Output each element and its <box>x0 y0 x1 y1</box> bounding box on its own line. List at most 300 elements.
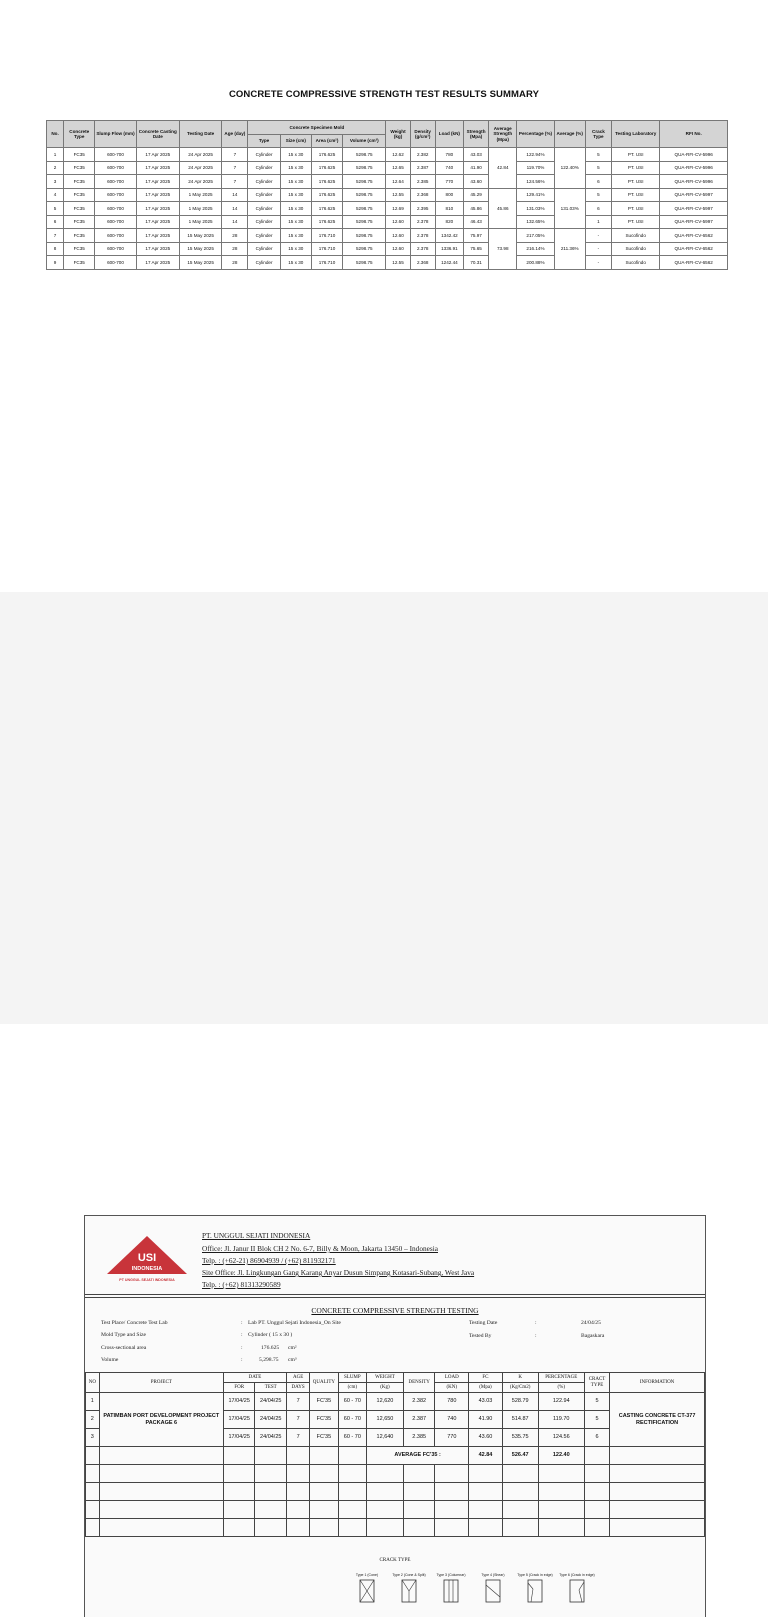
lab-cell-slump: 60 - 70 <box>338 1429 366 1447</box>
cell-size: 15 x 30 <box>280 215 311 229</box>
cell-slump: 600-700 <box>95 202 136 216</box>
cell-percentage: 122.94% <box>517 148 554 162</box>
cell-rfi: QUA-RFI-CV-6562 <box>660 229 728 243</box>
lab-average-k: 526.47 <box>502 1447 538 1465</box>
cell-size: 15 x 30 <box>280 202 311 216</box>
testing-date-label: Testing Date <box>469 1320 498 1326</box>
cell-lab: Sucofindo <box>612 229 660 243</box>
header-slump-flow: Slump Flow (mm) <box>95 121 136 148</box>
cell-area: 176.710 <box>311 229 342 243</box>
cell-crack: - <box>585 256 611 270</box>
lab-empty-row <box>86 1519 705 1537</box>
lab-cell-information: CASTING CONCRETE CT-377 RECTIFICATION <box>610 1393 705 1447</box>
lab-header-k-unit: (Kg/Cm2) <box>502 1383 538 1393</box>
lab-cell-empty <box>255 1501 287 1519</box>
cell-lab: PT. USI <box>612 215 660 229</box>
cell-crack: - <box>585 229 611 243</box>
cell-crack: 5 <box>585 188 611 202</box>
lab-header-weight-unit: (Kg) <box>367 1383 404 1393</box>
cell-type: FC35 <box>64 215 95 229</box>
cell-rfi: QUA-RFI-CV-5996 <box>660 175 728 189</box>
cell-area: 176.710 <box>311 256 342 270</box>
header-rfi-no: RFI No. <box>660 121 728 148</box>
cell-slump: 600-700 <box>95 161 136 175</box>
lab-cell-empty <box>610 1483 705 1501</box>
cell-test: 15 May 2025 <box>179 256 221 270</box>
summary-row <box>47 202 728 216</box>
lab-cell-empty <box>435 1501 469 1519</box>
cell-volume: 5298.75 <box>343 229 386 243</box>
header-concrete-type: Concrete Type <box>64 121 95 148</box>
cell-average-strength: 42.84 <box>489 148 517 189</box>
lab-cell-age: 7 <box>287 1393 310 1411</box>
lab-cell-test: 24/04/25 <box>255 1393 287 1411</box>
cell-percentage: 129.41% <box>517 188 554 202</box>
mold-label: Mold Type and Size <box>101 1332 147 1338</box>
cell-average-pct: 131.03% <box>554 188 585 229</box>
cell-size: 15 x 30 <box>280 242 311 256</box>
summary-row <box>47 161 728 175</box>
header-weight: Weight (kg) <box>386 121 410 148</box>
lab-cell-load: 770 <box>435 1429 469 1447</box>
cell-percentage: 216.14% <box>517 242 554 256</box>
cell-load: 800 <box>435 188 463 202</box>
lab-cell-empty <box>610 1447 705 1465</box>
cell-test: 24 Apr 2025 <box>179 175 221 189</box>
volume-unit: cm³ <box>288 1357 297 1363</box>
lab-cell-empty <box>367 1483 404 1501</box>
lab-header-date-for: FOR <box>223 1383 255 1393</box>
lab-header-density: DENSITY <box>403 1373 435 1393</box>
lab-cell-density: 2.382 <box>403 1393 435 1411</box>
cell-test: 15 May 2025 <box>179 242 221 256</box>
lab-cell-empty <box>469 1483 503 1501</box>
cell-mold: Cylinder <box>248 175 280 189</box>
lab-cell-density: 2.385 <box>403 1429 435 1447</box>
crack-type-2-icon <box>401 1579 417 1603</box>
cell-load: 780 <box>435 148 463 162</box>
cell-volume: 5298.75 <box>343 175 386 189</box>
lab-cell-empty <box>338 1465 366 1483</box>
lab-cell-empty <box>255 1447 287 1465</box>
test-place-label: Test Place/ Concrete Test Lab <box>101 1320 168 1326</box>
header-volume: Volume (cm³) <box>343 135 386 148</box>
cell-volume: 5298.75 <box>343 188 386 202</box>
cell-weight: 12.62 <box>386 148 410 162</box>
crack-type-3-icon <box>443 1579 459 1603</box>
cell-mold: Cylinder <box>248 148 280 162</box>
cell-percentage: 119.70% <box>517 161 554 175</box>
cell-age: 28 <box>222 256 248 270</box>
header-testing-lab: Testing Laboratory <box>612 121 660 148</box>
svg-text:USI: USI <box>137 1252 157 1264</box>
cell-mold: Cylinder <box>248 229 280 243</box>
crack-type-label: Type 3 (Columnar) <box>436 1573 466 1577</box>
lab-header-crack: CRACT TYPE <box>584 1373 609 1393</box>
lab-cell-for: 17/04/25 <box>223 1429 255 1447</box>
mold-value: Cylinder ( 15 x 30 ) <box>248 1332 293 1338</box>
lab-cell-empty <box>403 1483 435 1501</box>
summary-row <box>47 215 728 229</box>
cell-load: 820 <box>435 215 463 229</box>
cell-rfi: QUA-RFI-CV-6562 <box>660 242 728 256</box>
cell-strength: 75.97 <box>463 229 488 243</box>
lab-cell-empty <box>338 1519 366 1537</box>
area-label: Cross-sectional area <box>101 1345 147 1351</box>
lab-cell-slump: 60 - 70 <box>338 1393 366 1411</box>
header-size: Size (cm) <box>280 135 311 148</box>
lab-empty-row <box>86 1465 705 1483</box>
header-average-strength: Average Strength (Mpa) <box>489 121 517 148</box>
colon: : <box>535 1320 537 1326</box>
cell-type: FC35 <box>64 188 95 202</box>
cell-rfi: QUA-RFI-CV-5997 <box>660 202 728 216</box>
cell-crack: - <box>585 242 611 256</box>
crack-type-label: Type 5 (Crack in edge) <box>517 1573 553 1577</box>
cell-test: 15 May 2025 <box>179 229 221 243</box>
cell-type: FC35 <box>64 242 95 256</box>
cell-cast: 17 Apr 2025 <box>136 202 179 216</box>
cell-density: 2.387 <box>410 161 435 175</box>
cell-age: 28 <box>222 229 248 243</box>
lab-empty-row <box>86 1483 705 1501</box>
cell-average-pct: 211.36% <box>554 229 585 270</box>
colon: : <box>241 1345 243 1351</box>
header-specimen-mold: Concrete Specimen Mold <box>248 121 386 135</box>
usi-logo <box>99 1234 195 1286</box>
crack-type-item <box>389 1573 429 1603</box>
cell-crack: 5 <box>585 161 611 175</box>
lab-cell-empty <box>86 1447 100 1465</box>
cell-size: 15 x 30 <box>280 188 311 202</box>
cell-crack: 6 <box>585 202 611 216</box>
lab-cell-for: 17/04/25 <box>223 1411 255 1429</box>
cell-rfi: QUA-RFI-CV-5996 <box>660 161 728 175</box>
cell-no: 5 <box>47 202 64 216</box>
cell-percentage: 124.56% <box>517 175 554 189</box>
company-office: Office: Jl. Janur II Blok CH 2 No. 6-7, Billy & Moon, Jakarta 13450 – Indonesia <box>202 1244 438 1253</box>
lab-cell-empty <box>338 1501 366 1519</box>
header-percentage: Percentage (%) <box>517 121 554 148</box>
lab-cell-empty <box>610 1519 705 1537</box>
crack-type-item <box>431 1573 471 1603</box>
summary-row <box>47 256 728 270</box>
cell-test: 24 Apr 2025 <box>179 161 221 175</box>
cell-weight: 12.60 <box>386 215 410 229</box>
crack-type-item <box>515 1573 555 1603</box>
lab-cell-empty <box>469 1519 503 1537</box>
cell-test: 24 Apr 2025 <box>179 148 221 162</box>
cell-average-pct: 122.40% <box>554 148 585 189</box>
lab-cell-empty <box>435 1483 469 1501</box>
cell-weight: 12.55 <box>386 256 410 270</box>
lab-cell-empty <box>86 1501 100 1519</box>
cell-strength: 46.43 <box>463 215 488 229</box>
crack-type-label: Type 2 (Cone & Split) <box>392 1573 426 1577</box>
lab-row <box>86 1393 705 1411</box>
summary-row <box>47 188 728 202</box>
cell-age: 14 <box>222 215 248 229</box>
lab-cell-empty <box>502 1465 538 1483</box>
lab-cell-empty <box>223 1483 255 1501</box>
cell-size: 15 x 30 <box>280 161 311 175</box>
summary-row <box>47 242 728 256</box>
lab-cell-empty <box>502 1483 538 1501</box>
cell-lab: PT. USI <box>612 188 660 202</box>
cell-size: 15 x 30 <box>280 256 311 270</box>
lab-cell-empty <box>255 1465 287 1483</box>
lab-cell-no: 1 <box>86 1393 100 1411</box>
cell-weight: 12.60 <box>386 242 410 256</box>
lab-cell-crack: 5 <box>584 1411 609 1429</box>
cell-lab: PT. USI <box>612 175 660 189</box>
lab-cell-empty <box>403 1519 435 1537</box>
lab-cell-empty <box>310 1483 338 1501</box>
cell-strength: 45.86 <box>463 202 488 216</box>
cell-lab: Sucofindo <box>612 242 660 256</box>
cell-area: 176.625 <box>311 215 342 229</box>
header-testing-date: Testing Date <box>179 121 221 148</box>
cell-no: 2 <box>47 161 64 175</box>
crack-type-4-icon <box>485 1579 501 1603</box>
cell-load: 1242.44 <box>435 256 463 270</box>
header-divider-2 <box>85 1297 705 1298</box>
lab-header-percentage: PERCENTAGE <box>538 1373 584 1383</box>
cell-load: 1342.42 <box>435 229 463 243</box>
cell-lab: PT. USI <box>612 202 660 216</box>
cell-volume: 5298.75 <box>343 161 386 175</box>
cell-slump: 600-700 <box>95 148 136 162</box>
cell-density: 2.378 <box>410 229 435 243</box>
lab-cell-empty <box>99 1447 223 1465</box>
lab-average-label: AVERAGE FC'35 : <box>367 1447 469 1465</box>
cell-type: FC35 <box>64 148 95 162</box>
crack-type-item <box>557 1573 597 1603</box>
cell-density: 2.385 <box>410 175 435 189</box>
cell-slump: 600-700 <box>95 215 136 229</box>
lab-cell-age: 7 <box>287 1429 310 1447</box>
lab-cell-for: 17/04/25 <box>223 1393 255 1411</box>
lab-cell-crack: 6 <box>584 1429 609 1447</box>
lab-header-pct-unit: (%) <box>538 1383 584 1393</box>
cell-load: 770 <box>435 175 463 189</box>
cell-volume: 5298.75 <box>343 148 386 162</box>
cell-mold: Cylinder <box>248 202 280 216</box>
lab-header-project: PROJECT <box>99 1373 223 1393</box>
header-strength: Strength (Mpa) <box>463 121 488 148</box>
crack-type-1-icon <box>359 1579 375 1603</box>
lab-cell-test: 24/04/25 <box>255 1429 287 1447</box>
cell-crack: 5 <box>585 148 611 162</box>
cell-no: 9 <box>47 256 64 270</box>
cell-age: 7 <box>222 175 248 189</box>
lab-cell-empty <box>403 1465 435 1483</box>
lab-header-date-test: TEST <box>255 1383 287 1393</box>
cell-slump: 600-700 <box>95 175 136 189</box>
cell-slump: 600-700 <box>95 229 136 243</box>
header-load: Load (kN) <box>435 121 463 148</box>
header-casting-date: Concrete Casting Date <box>136 121 179 148</box>
volume-label: Volume <box>101 1357 119 1363</box>
cell-area: 176.625 <box>311 188 342 202</box>
lab-header-load-unit: (KN) <box>435 1383 469 1393</box>
svg-text:PT UNGGUL SEJATI INDONESIA: PT UNGGUL SEJATI INDONESIA <box>119 1278 175 1282</box>
header-divider <box>85 1294 705 1295</box>
lab-cell-crack: 5 <box>584 1393 609 1411</box>
cell-density: 2.395 <box>410 202 435 216</box>
colon: : <box>241 1332 243 1338</box>
cell-weight: 12.55 <box>386 188 410 202</box>
cell-strength: 70.31 <box>463 256 488 270</box>
cell-average-strength: 45.86 <box>489 188 517 229</box>
cell-type: FC35 <box>64 202 95 216</box>
cell-test: 1 May 2025 <box>179 202 221 216</box>
cell-strength: 75.65 <box>463 242 488 256</box>
cell-cast: 17 Apr 2025 <box>136 175 179 189</box>
summary-row <box>47 148 728 162</box>
lab-header-slump-unit: (cm) <box>338 1383 366 1393</box>
cell-age: 14 <box>222 202 248 216</box>
cell-slump: 600-700 <box>95 188 136 202</box>
colon: : <box>241 1320 243 1326</box>
cell-density: 2.382 <box>410 148 435 162</box>
header-age: Age (day) <box>222 121 248 148</box>
lab-cell-fc: 43.60 <box>469 1429 503 1447</box>
cell-type: FC35 <box>64 256 95 270</box>
cell-mold: Cylinder <box>248 256 280 270</box>
crack-type-6-icon <box>569 1579 585 1603</box>
lab-cell-empty <box>538 1501 584 1519</box>
lab-cell-pct: 119.70 <box>538 1411 584 1429</box>
lab-cell-slump: 60 - 70 <box>338 1411 366 1429</box>
cell-load: 1336.91 <box>435 242 463 256</box>
lab-cell-empty <box>86 1519 100 1537</box>
cell-lab: Sucofindo <box>612 256 660 270</box>
area-unit: cm² <box>288 1345 297 1351</box>
cell-density: 2.368 <box>410 188 435 202</box>
lab-cell-empty <box>403 1501 435 1519</box>
cell-crack: 6 <box>585 175 611 189</box>
lab-cell-empty <box>538 1483 584 1501</box>
volume-value: 5,298.75 <box>259 1357 279 1363</box>
cell-mold: Cylinder <box>248 161 280 175</box>
crack-type-label: Type 6 (Crack in edge) <box>559 1573 595 1577</box>
cell-percentage: 200.88% <box>517 256 554 270</box>
cell-size: 15 x 30 <box>280 229 311 243</box>
cell-cast: 17 Apr 2025 <box>136 256 179 270</box>
cell-no: 1 <box>47 148 64 162</box>
lab-cell-fc: 43.03 <box>469 1393 503 1411</box>
lab-cell-no: 2 <box>86 1411 100 1429</box>
lab-cell-weight: 12,650 <box>367 1411 404 1429</box>
lab-cell-fc: 41.90 <box>469 1411 503 1429</box>
lab-cell-empty <box>367 1501 404 1519</box>
cell-slump: 600-700 <box>95 242 136 256</box>
lab-cell-empty <box>367 1465 404 1483</box>
scanned-report-area <box>0 592 768 1577</box>
lab-cell-load: 740 <box>435 1411 469 1429</box>
lab-average-row <box>86 1447 705 1465</box>
summary-table <box>46 120 728 270</box>
lab-results-table <box>85 1372 705 1537</box>
cell-lab: PT. USI <box>612 148 660 162</box>
lab-cell-empty <box>310 1519 338 1537</box>
lab-cell-quality: FC'35 <box>310 1411 338 1429</box>
lab-cell-empty <box>255 1519 287 1537</box>
cell-mold: Cylinder <box>248 242 280 256</box>
header-average: Average (%) <box>554 121 585 148</box>
cell-cast: 17 Apr 2025 <box>136 215 179 229</box>
lab-cell-k: 528.79 <box>502 1393 538 1411</box>
colon: : <box>241 1357 243 1363</box>
lab-cell-empty <box>584 1501 609 1519</box>
crack-type-item <box>473 1573 513 1603</box>
crack-type-label: Type 4 (Shear) <box>481 1573 505 1577</box>
lab-cell-empty <box>287 1465 310 1483</box>
lab-cell-empty <box>223 1501 255 1519</box>
cell-volume: 5298.75 <box>343 202 386 216</box>
site-telp: Telp. : (+62) 81313290589 <box>202 1280 281 1289</box>
cell-percentage: 132.65% <box>517 215 554 229</box>
testing-date-value: 24/04/25 <box>581 1320 601 1326</box>
cell-rfi: QUA-RFI-CV-5997 <box>660 215 728 229</box>
cell-percentage: 217.05% <box>517 229 554 243</box>
cell-mold: Cylinder <box>248 215 280 229</box>
lab-cell-empty <box>538 1519 584 1537</box>
tested-by-value: Bagaskara <box>581 1333 605 1339</box>
lab-cell-pct: 122.94 <box>538 1393 584 1411</box>
summary-title: CONCRETE COMPRESSIVE STRENGTH TEST RESULTS SUMMARY <box>228 89 540 100</box>
cell-no: 6 <box>47 215 64 229</box>
lab-header-quality: QUALITY <box>310 1373 338 1393</box>
lab-cell-k: 514.87 <box>502 1411 538 1429</box>
lab-cell-empty <box>99 1519 223 1537</box>
cell-weight: 12.64 <box>386 175 410 189</box>
summary-row <box>47 175 728 189</box>
lab-cell-empty <box>287 1483 310 1501</box>
lab-cell-empty <box>86 1465 100 1483</box>
cell-mold: Cylinder <box>248 188 280 202</box>
cell-no: 7 <box>47 229 64 243</box>
cell-area: 176.710 <box>311 242 342 256</box>
lab-header-load: LOAD <box>435 1373 469 1383</box>
lab-header-slump: SLUMP <box>338 1373 366 1383</box>
lab-cell-empty <box>223 1465 255 1483</box>
lab-cell-empty <box>223 1447 255 1465</box>
lab-cell-empty <box>287 1519 310 1537</box>
site-office: Site Office: Jl. Lingkungan Gang Karang Anyar Dusun Simpang Kotasari-Subang, West Java <box>202 1268 475 1277</box>
cell-strength: 41.90 <box>463 161 488 175</box>
crack-type-title: CRACK TYPE <box>379 1558 411 1563</box>
test-place-value: Lab PT. Unggul Sejati Indonesia_On Site <box>248 1320 341 1326</box>
summary-row <box>47 229 728 243</box>
lab-cell-empty <box>469 1501 503 1519</box>
cell-type: FC35 <box>64 175 95 189</box>
lab-cell-project: PATIMBAN PORT DEVELOPMENT PROJECT PACKAGE 6 <box>99 1393 223 1447</box>
cell-load: 810 <box>435 202 463 216</box>
cell-cast: 17 Apr 2025 <box>136 242 179 256</box>
colon: : <box>535 1333 537 1339</box>
cell-area: 176.625 <box>311 148 342 162</box>
cell-percentage: 131.03% <box>517 202 554 216</box>
lab-cell-test: 24/04/25 <box>255 1411 287 1429</box>
cell-rfi: QUA-RFI-CV-5996 <box>660 148 728 162</box>
lab-header-fc: FC <box>469 1373 503 1383</box>
cell-density: 2.368 <box>410 256 435 270</box>
cell-test: 1 May 2025 <box>179 188 221 202</box>
cell-rfi: QUA-RFI-CV-6562 <box>660 256 728 270</box>
tested-by-label: Tested By <box>469 1333 492 1339</box>
